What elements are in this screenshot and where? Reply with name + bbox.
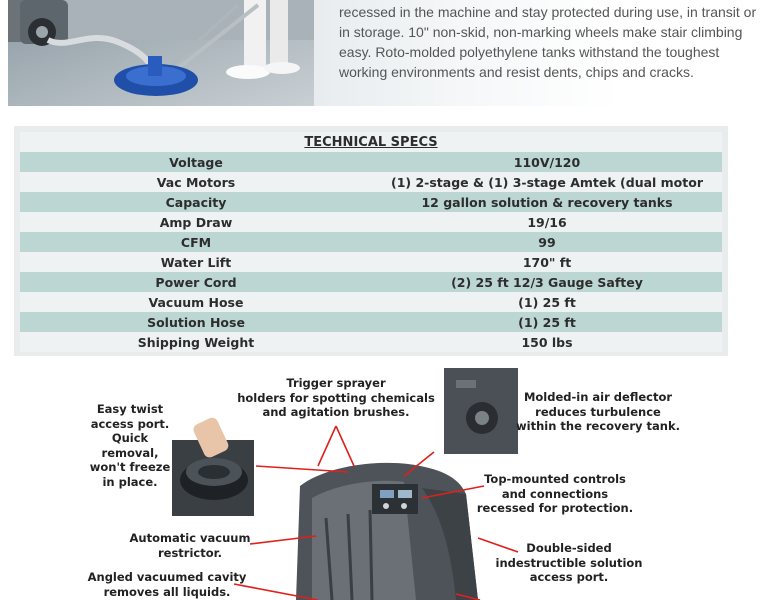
spec-label: Amp Draw (20, 212, 372, 232)
technical-specs-table (20, 132, 722, 352)
callout-line: recessed for protection. (476, 501, 634, 515)
callout-line: Double-sided (526, 541, 612, 555)
callout-line: in place. (102, 474, 158, 489)
callout-line: Molded-in air deflector (523, 390, 673, 404)
callout-trigger-sprayer (236, 376, 436, 420)
spec-value: 99 (372, 232, 722, 252)
control-panel (372, 484, 418, 514)
spec-value: 110V/120 (372, 152, 722, 172)
spec-value: 170" ft (372, 252, 722, 272)
callout-line: Top-mounted controls (484, 472, 626, 486)
spec-label: Shipping Weight (20, 332, 372, 352)
callout-line: Quick (111, 431, 149, 445)
callout-line: Trigger sprayer (286, 376, 386, 390)
callout-line: reduces turbulence (535, 404, 661, 419)
description-line: working environments and resist dents, chips and cracks. (339, 64, 694, 80)
description-line: recessed in the machine and stay protected during use, in transit or (339, 4, 757, 20)
callout-line: removes all liquids. (103, 584, 231, 599)
spec-value: (1) 25 ft (372, 292, 722, 312)
product-photo-illustration (8, 0, 314, 106)
callout-line: Automatic vacuum (129, 531, 251, 545)
callout-line: Easy twist (96, 402, 164, 416)
callout-double-sided-port (494, 541, 644, 585)
table-row (20, 192, 722, 212)
callout-line: access port. (529, 570, 609, 584)
callout-line: removal, (101, 445, 159, 460)
spec-label: Vac Motors (20, 172, 372, 192)
callout-line: and connections (501, 486, 609, 501)
spec-label: Power Cord (20, 272, 372, 292)
spec-label: Water Lift (20, 252, 372, 272)
table-row (20, 152, 722, 172)
callout-line: holders for spotting chemicals (237, 390, 435, 405)
spec-value: (2) 25 ft 12/3 Gauge Saftey (372, 272, 722, 292)
table-row (20, 272, 722, 292)
specs-title: TECHNICAL SPECS (20, 132, 722, 152)
table-row (20, 292, 722, 312)
spec-value: 19/16 (372, 212, 722, 232)
callout-line: Angled vacuumed cavity (87, 570, 247, 584)
spec-value: 12 gallon solution & recovery tanks (372, 192, 722, 212)
table-row (20, 232, 722, 252)
spec-label: Solution Hose (20, 312, 372, 332)
spec-label: Vacuum Hose (20, 292, 372, 312)
callout-top-controls (474, 472, 636, 516)
spec-value: (1) 2-stage & (1) 3-stage Amtek (dual motor (372, 172, 722, 192)
callout-line: indestructible solution (495, 555, 643, 570)
spec-value: (1) 25 ft (372, 312, 722, 332)
product-photo (8, 0, 314, 106)
spec-label: Capacity (20, 192, 372, 212)
callout-line: access port. (90, 416, 170, 431)
product-description (339, 2, 769, 82)
technical-specs-panel (14, 126, 728, 356)
table-row (20, 312, 722, 332)
table-row (20, 212, 722, 232)
callout-easy-twist (86, 402, 174, 489)
callout-vacuum-restrictor (126, 531, 254, 560)
feature-callout-diagram (86, 368, 686, 600)
callout-air-deflector (510, 390, 686, 434)
description-line: in storage. 10" non-skid, non-marking wheels make stair climbing (339, 24, 743, 40)
callout-line: won't freeze (89, 460, 171, 474)
spec-label: Voltage (20, 152, 372, 172)
description-line: easy. Roto-molded polyethylene tanks withstand the toughest (339, 44, 720, 60)
spec-value: 150 lbs (372, 332, 722, 352)
table-row (20, 252, 722, 272)
callout-line: and agitation brushes. (262, 405, 410, 419)
callout-angled-cavity (86, 570, 248, 599)
spec-label: CFM (20, 232, 372, 252)
callout-line: restrictor. (157, 545, 223, 560)
callout-line: within the recovery tank. (516, 419, 680, 433)
table-row (20, 172, 722, 192)
table-row (20, 332, 722, 352)
